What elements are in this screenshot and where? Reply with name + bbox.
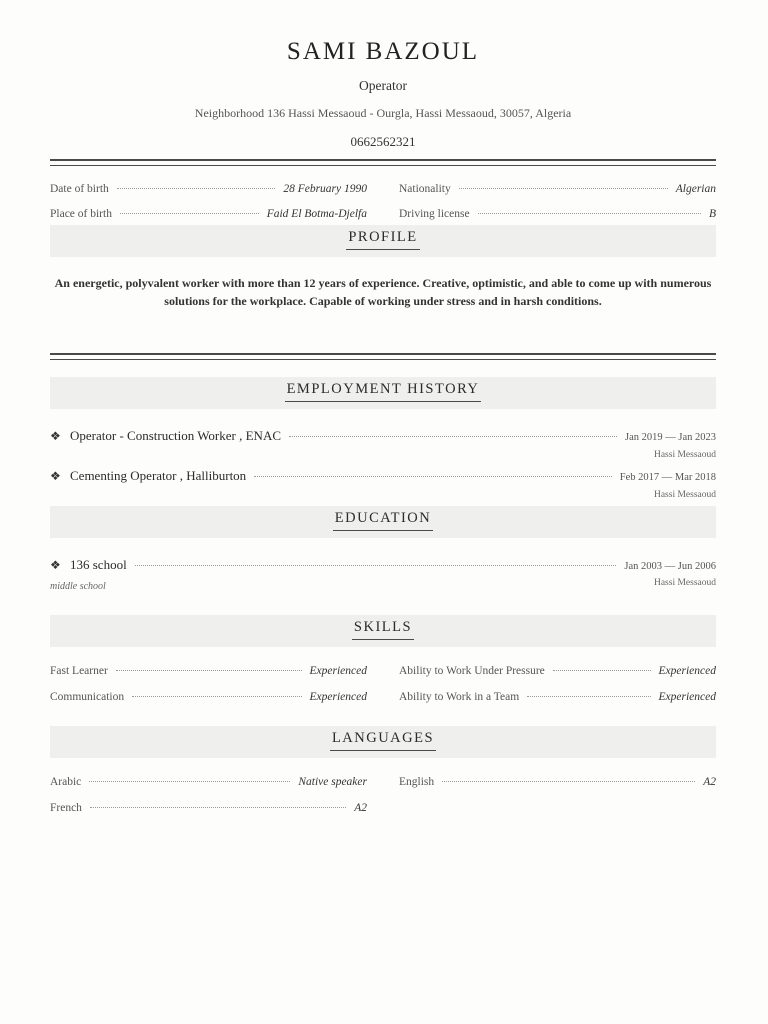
language-item xyxy=(399,776,716,792)
education-entry xyxy=(50,557,716,575)
dot-leader xyxy=(90,807,346,808)
section-title: EDUCATION xyxy=(333,510,433,531)
diamond-bullet-icon: ❖ xyxy=(50,558,61,572)
entry-dates: Jan 2003 — Jun 2006 xyxy=(624,561,716,572)
skill-item xyxy=(50,665,367,681)
entry-location: Hassi Messaoud xyxy=(653,450,716,460)
dot-leader xyxy=(254,476,612,477)
dot-leader xyxy=(459,188,668,189)
section-title: LANGUAGES xyxy=(330,730,436,751)
skill-item xyxy=(399,691,716,707)
profile-summary: An energetic, polyvalent worker with more than 12 years of experience. Creative, optimistic, and able to come up with numerous solutions for the workplace. Capable of working under stress and in harsh conditions. xyxy=(54,276,712,308)
language-name: French xyxy=(50,802,82,814)
dot-leader xyxy=(120,213,259,214)
phone-number: 0662562321 xyxy=(350,134,416,149)
dot-leader xyxy=(442,781,695,782)
entry-title: 136 school xyxy=(70,557,127,572)
job-title: Operator xyxy=(359,78,407,93)
skill-name: Ability to Work in a Team xyxy=(399,691,520,703)
header-divider xyxy=(50,159,716,166)
language-name: Arabic xyxy=(50,776,82,788)
detail-nationality xyxy=(399,183,716,199)
detail-value: B xyxy=(708,208,716,220)
detail-value: Faid El Botma-Djelfa xyxy=(266,208,367,220)
address: Neighborhood 136 Hassi Messaoud - Ourgla, Hassi Messaoud, 30057, Algeria xyxy=(194,106,572,120)
entry-location: Hassi Messaoud xyxy=(653,578,716,588)
detail-label: Date of birth xyxy=(50,183,109,195)
resume-page xyxy=(50,0,716,1024)
languages-section-header xyxy=(50,726,716,758)
skill-level: Experienced xyxy=(658,691,716,703)
employment-entry xyxy=(50,428,716,446)
skill-level: Experienced xyxy=(309,665,367,677)
skill-item xyxy=(50,691,367,707)
dot-leader xyxy=(117,188,276,189)
entry-title: Cementing Operator , Halliburton xyxy=(70,468,247,483)
dot-leader xyxy=(116,670,302,671)
dot-leader xyxy=(89,781,290,782)
education-section-header xyxy=(50,506,716,538)
language-item xyxy=(50,776,367,792)
detail-place-of-birth xyxy=(50,208,367,224)
diamond-bullet-icon: ❖ xyxy=(50,429,61,443)
skill-item xyxy=(399,665,716,681)
skill-level: Experienced xyxy=(309,691,367,703)
entry-title: Operator - Construction Worker , ENAC xyxy=(70,428,282,443)
diamond-bullet-icon: ❖ xyxy=(50,469,61,483)
language-item xyxy=(50,802,367,818)
detail-driving-license xyxy=(399,208,716,224)
dot-leader xyxy=(478,213,701,214)
employment-section-header xyxy=(50,377,716,409)
section-title: SKILLS xyxy=(352,619,414,640)
language-level: A2 xyxy=(354,802,367,814)
dot-leader xyxy=(527,696,650,697)
detail-value: 28 February 1990 xyxy=(283,183,367,195)
profile-divider xyxy=(50,353,716,360)
dot-leader xyxy=(289,436,617,437)
detail-value: Algerian xyxy=(675,183,716,195)
dot-leader xyxy=(553,670,651,671)
skill-level: Experienced xyxy=(658,665,716,677)
skills-section-header xyxy=(50,615,716,647)
detail-date-of-birth xyxy=(50,183,367,199)
entry-subtitle: middle school xyxy=(50,581,106,592)
detail-label: Place of birth xyxy=(50,208,112,220)
language-name: English xyxy=(399,776,435,788)
detail-label: Nationality xyxy=(399,183,451,195)
entry-dates: Jan 2019 — Jan 2023 xyxy=(625,432,716,443)
profile-section-header xyxy=(50,225,716,257)
language-level: A2 xyxy=(703,776,716,788)
employment-entry xyxy=(50,468,716,486)
entry-dates: Feb 2017 — Mar 2018 xyxy=(619,472,716,483)
candidate-name: SAMI BAZOUL xyxy=(286,38,480,65)
dot-leader xyxy=(135,565,617,566)
skill-name: Ability to Work Under Pressure xyxy=(399,665,545,677)
section-title: PROFILE xyxy=(346,229,419,250)
section-title: EMPLOYMENT HISTORY xyxy=(285,381,482,402)
detail-label: Driving license xyxy=(399,208,470,220)
skill-name: Fast Learner xyxy=(50,665,108,677)
language-level: Native speaker xyxy=(298,776,367,788)
entry-location: Hassi Messaoud xyxy=(653,490,716,500)
skill-name: Communication xyxy=(50,691,125,703)
dot-leader xyxy=(132,696,301,697)
